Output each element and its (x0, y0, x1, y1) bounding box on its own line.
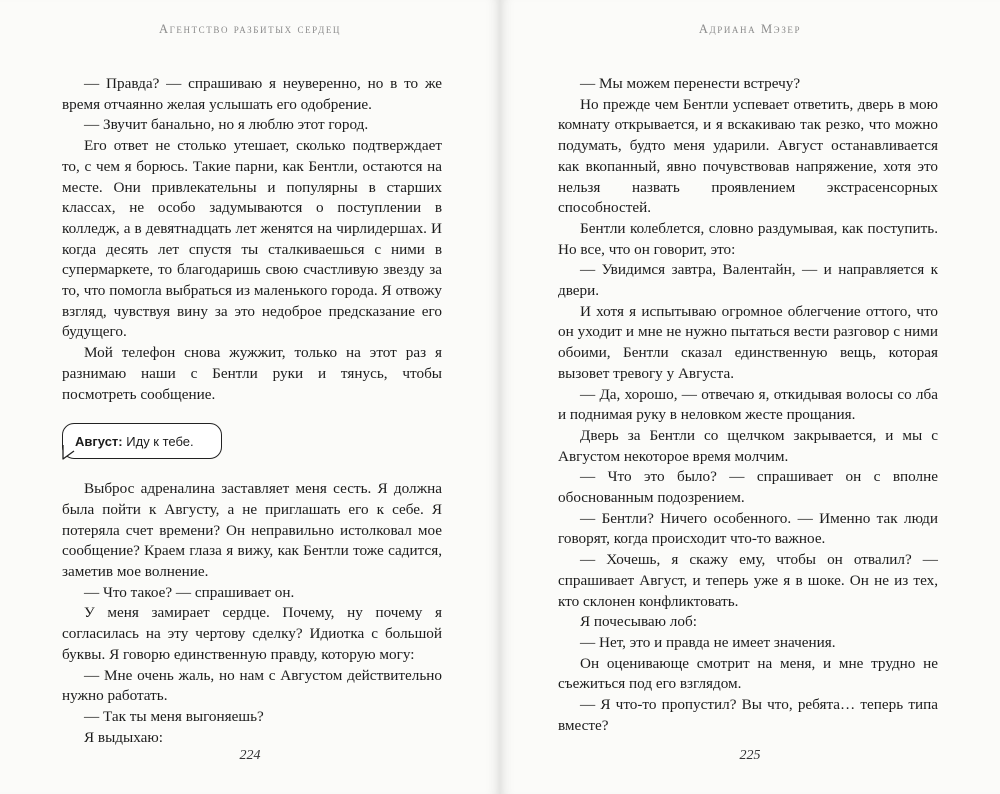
message-sender: Август: (75, 434, 123, 450)
paragraph: Я выдыхаю: (84, 728, 163, 746)
message-text: Иду к тебе. (126, 434, 194, 450)
paragraph: — Да, хорошо, — отвечаю я, откидывая волосы со лба и поднимая руку в неловком жесте прощания. (558, 385, 938, 424)
message-bubble-block (62, 423, 442, 463)
paragraph: — Нет, это и правда не имеет значения. (580, 633, 836, 651)
paragraph: — Правда? — спрашиваю я неуверенно, но в то же время отчаянно желая услышать его одобрение. (62, 75, 442, 113)
paragraph: — Бентли? Ничего особенного. — Именно так люди говорят, когда происходит что-то важное. (558, 509, 938, 548)
left-page-text (62, 74, 442, 748)
message-bubble (62, 423, 222, 459)
paragraph: — Звучит банально, но я люблю этот город. (84, 116, 369, 134)
paragraph: — Что это было? — спрашивает он с вполне обоснованным подозрением. (558, 468, 938, 507)
paragraph: — Увидимся завтра, Валентайн, — и направляется к двери. (558, 261, 938, 300)
paragraph: У меня замирает сердце. Почему, ну почему я согласилась на эту чертову сделку? Идиотка с большой буквы. Я говорю единственную правду, которую могу: (62, 604, 442, 663)
paragraph: Его ответ не столько утешает, сколько подтверждает то, с чем я борюсь. Такие парни, как Бентли, остаются на месте. Они привлекательны и популярны в старших классах, не особо задумываются о поступлении в колледж, а в девятнадцать лет женятся на чирлидершах. И когда десять лет спустя ты сталкиваешься с ними в супермаркете, то благодаришь свою счастливую звезду за то, что помогла выбраться из маленького города. Я отвожу взгляд, чувствуя вину за это недоброе предсказание его будущего. (62, 137, 442, 341)
paragraph: — Я что-то пропустил? Вы что, ребята… теперь типа вместе? (558, 696, 938, 734)
paragraph: Но прежде чем Бентли успевает ответить, дверь в мою комнату открывается, и я вскакиваю так резко, что можно подумать, будто меня ударили. Август останавливается как вкопанный, явно почувствовав напряжение, хотя это нельзя назвать проявлением экстрасенсорных способностей. (558, 95, 938, 217)
paragraph: Я почесываю лоб: (580, 613, 697, 631)
paragraph: Он оценивающе смотрит на меня, и мне трудно не съежиться под его взглядом. (558, 654, 938, 693)
page-number-left: 224 (239, 748, 261, 763)
paragraph: Выброс адреналина заставляет меня сесть. Я должна была пойти к Августу, а не приглашать его к себе. Я потеряла счет времени? Он неправильно истолковал мое сообщение? Краем глаза я вижу, как Бентли тоже садится, заметив мое волнение. (62, 480, 442, 581)
right-page-text (558, 74, 938, 737)
paragraph: — Хочешь, я скажу ему, чтобы он отвалил? — спрашивает Август, и теперь уже я в шоке. Он не из тех, кто склонен конфликтовать. (558, 551, 938, 610)
paragraph: — Мне очень жаль, но нам с Августом действительно нужно работать. (62, 666, 442, 705)
paragraph: Бентли колеблется, словно раздумывая, как поступить. Но все, что он говорит, это: (558, 219, 938, 258)
paragraph: — Так ты меня выгоняешь? (84, 707, 264, 725)
right-page (500, 0, 1000, 794)
running-head-left: Агентство разбитых сердец (158, 22, 342, 36)
paragraph: Мой телефон снова жужжит, только на этот раз я разнимаю наши с Бентли руки и тянусь, чтобы посмотреть сообщение. (62, 344, 442, 403)
paragraph: И хотя я испытываю огромное облегчение оттого, что он уходит и мне не нужно пытаться вести разговор с ними обоими, Бентли сказал единственную вещь, которая вызовет тревогу у Августа. (558, 302, 938, 382)
paragraph: — Мы можем перенести встречу? (580, 75, 801, 92)
speech-tail-icon (62, 445, 76, 461)
paragraph: Дверь за Бентли со щелчком закрывается, и мы с Августом некоторое время молчим. (558, 426, 938, 465)
paragraph: — Что такое? — спрашивает он. (84, 583, 295, 601)
running-head-right: Адриана Мэзер (698, 22, 802, 36)
page-number-right: 225 (739, 748, 761, 763)
